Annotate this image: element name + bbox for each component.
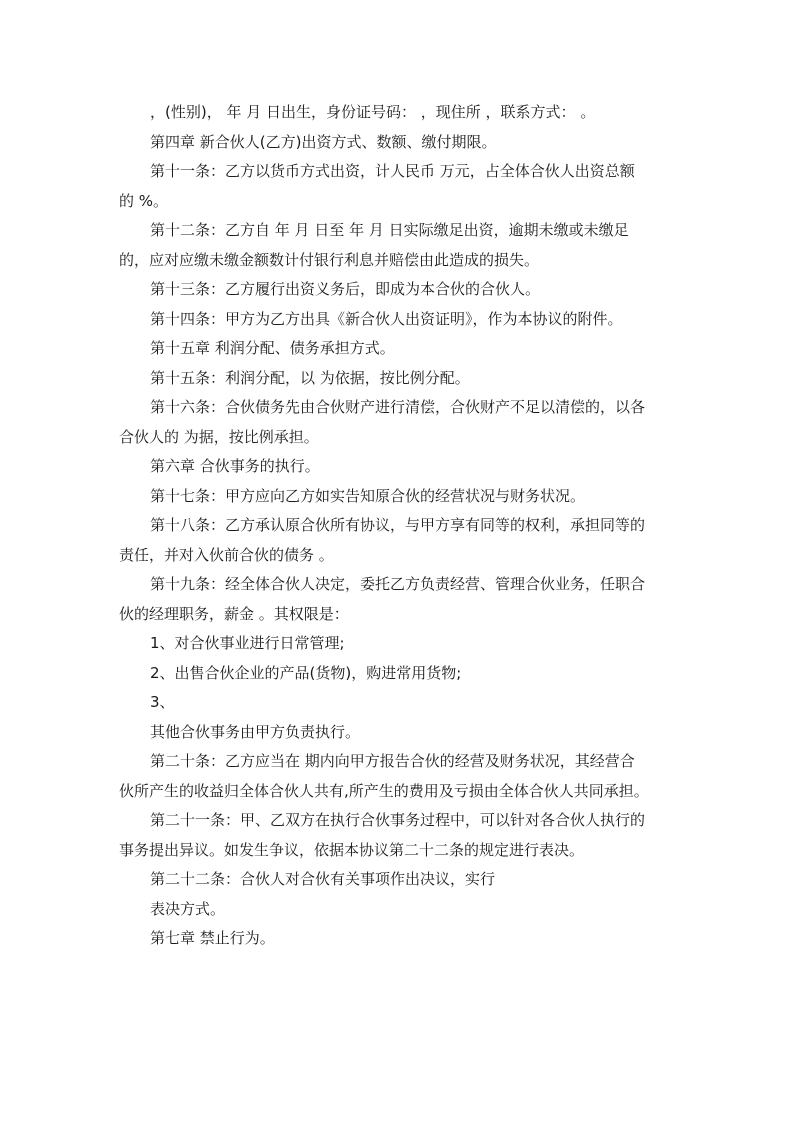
document-line: 第十七条：甲方应向乙方如实告知原合伙的经营状况与财务状况。 — [150, 486, 586, 505]
document-line: 第二十二条：合伙人对合伙有关事项作出决议，实行 — [150, 870, 496, 888]
document-line: 第二十一条：甲、乙双方在执行合伙事务过程中，可以针对各合伙人执行的 — [150, 811, 646, 829]
document-line: 表决方式。 — [150, 899, 226, 918]
document-line: 第二十条：乙方应当在 期内向甲方报告合伙的经营及财务状况，其经营合 — [150, 752, 635, 770]
document-line: 第十九条：经全体合伙人决定，委托乙方负责经营、管理合伙业务，任职合 — [150, 575, 646, 593]
document-body — [119, 98, 679, 954]
document-line: 责任，并对入伙前合伙的债务 。 — [119, 545, 334, 564]
document-line: 第十五章 利润分配、债务承担方式。 — [150, 339, 395, 357]
document-line: 3、 — [150, 693, 175, 711]
document-line: 伙的经理职务，薪金 。其权限是： — [119, 604, 349, 623]
document-line: 第四章 新合伙人(乙方)出资方式、数额、缴付期限。 — [150, 132, 497, 151]
document-line: 第七章 禁止行为。 — [150, 929, 275, 947]
document-line: 第十八条：乙方承认原合伙所有协议，与甲方享有同等的权利，承担同等的 — [150, 516, 646, 534]
document-line: 1、对合伙事业进行日常管理; — [150, 634, 345, 652]
document-line: 第十六条：合伙债务先由合伙财产进行清偿，合伙财产不足以清偿的，以各 — [150, 398, 646, 416]
document-line: 第十一条：乙方以货币方式出资，计人民币 万元，占全体合伙人出资总额 — [150, 162, 635, 180]
document-line: 第六章 合伙事务的执行。 — [150, 457, 320, 475]
document-line: 第十二条：乙方自 年 月 日至 年 月 日实际缴足出资，逾期未缴或未缴足 — [150, 221, 629, 239]
document-line: 合伙人的 为据，按比例承担。 — [119, 427, 319, 446]
document-line: ，(性别)， 年 月 日出生，身份证号码： ，现住所 ，联系方式： 。 — [150, 103, 596, 121]
document-line: 的，应对应缴未缴金额数计付银行利息并赔偿由此造成的损失。 — [119, 250, 540, 269]
document-line: 事务提出异议。如发生争议，依据本协议第二十二条的规定进行表决。 — [119, 840, 585, 859]
document-line: 第十四条：甲方为乙方出具《新合伙人出资证明》，作为本协议的附件。 — [150, 309, 623, 328]
document-line: 的 %。 — [119, 191, 169, 210]
document-line: 其他合伙事务由甲方负责执行。 — [150, 722, 361, 741]
document-line: 第十五条：利润分配，以 为依据，按比例分配。 — [150, 368, 470, 387]
document-line: 2、出售合伙企业的产品(货物)，购进常用货物; — [150, 663, 462, 682]
document-line: 伙所产生的收益归全体合伙人共有,所产生的费用及亏损由全体合伙人共同承担。 — [119, 781, 649, 800]
document-line: 第十三条：乙方履行出资义务后，即成为本合伙的合伙人。 — [150, 280, 541, 298]
